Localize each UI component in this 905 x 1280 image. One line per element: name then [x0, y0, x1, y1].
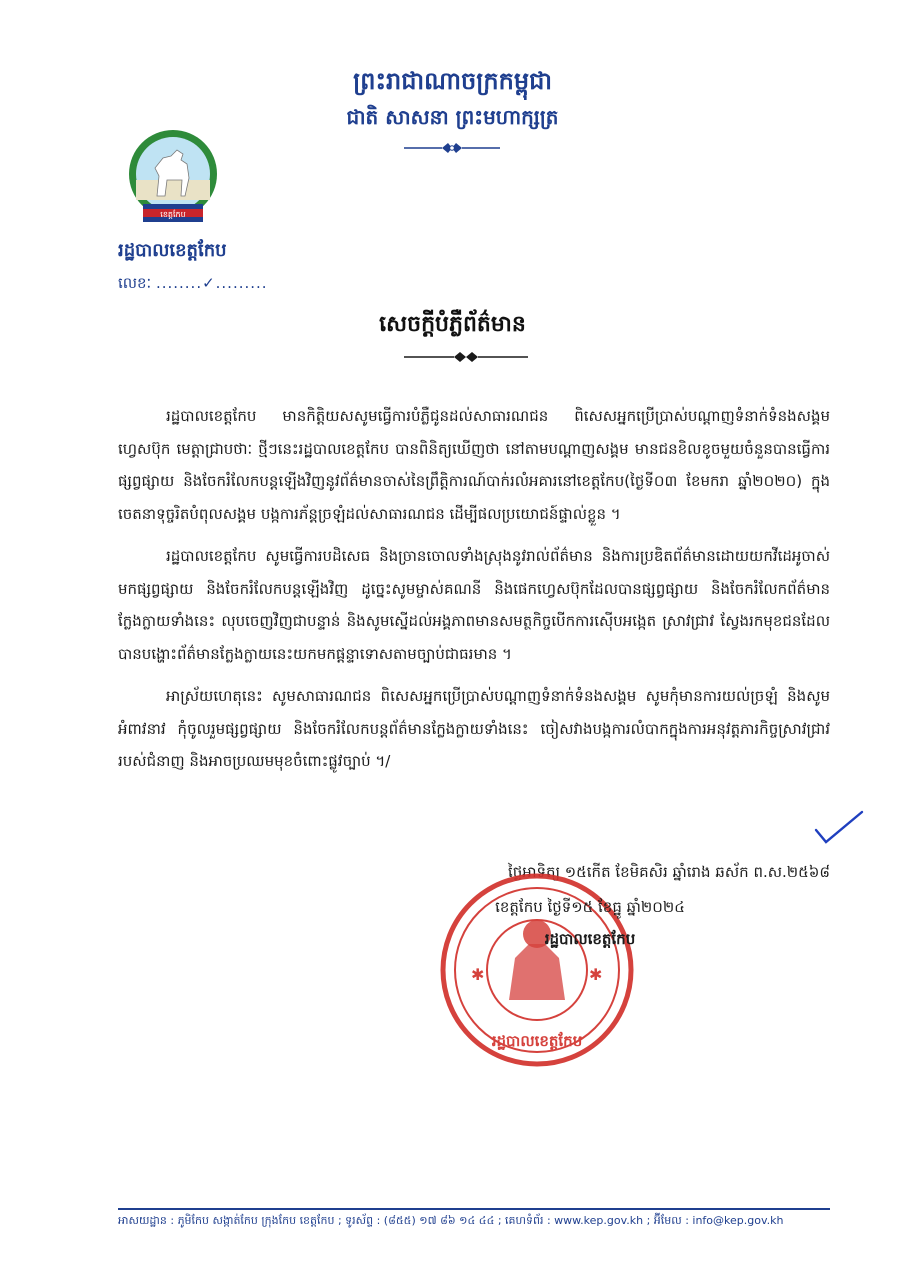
- motto-ornament: [402, 141, 502, 155]
- handwritten-tick: [808, 808, 868, 848]
- kep-province-logo: [127, 128, 219, 230]
- document-body: [118, 400, 830, 788]
- solar-date: ខេត្តកែប ថ្ងៃទី១៥ ខែធ្នូ ឆ្នាំ២០២៤: [495, 898, 685, 916]
- paragraph-3: អាស្រ័យហេតុនេះ សូមសាធារណជន ពិសេសអ្នកប្រើប្រាស់បណ្ដាញទំនាក់ទំនងសង្គម សូមកុំមានការយល់ច្រឡំ និងសូមអំពាវនាវ កុំចូលរួមផ្សព្វផ្សាយ និងចែករំលែកបន្តព័ត៌មានក្លែងក្លាយទាំងនេះ ចៀសវាងបង្កការលំបាកក្នុងការអនុវត្តភារកិច្ចស្រាវជ្រាវរបស់ជំនាញ និងអាចប្រឈមមុខចំពោះផ្លូវច្បាប់ ។/: [118, 687, 830, 770]
- sender-name: រដ្ឋបាលខេត្តកែប: [118, 240, 227, 261]
- kingdom-title: ព្រះរាជាណាចក្រកម្ពុជា: [353, 67, 552, 95]
- number-value: ........✓.........: [155, 274, 268, 292]
- footer-divider: [118, 1208, 830, 1210]
- paragraph-1: រដ្ឋបាលខេត្តកែប មានកិត្តិយសសូមធ្វើការបំភ្លឺជូនដល់សាធារណជន ពិសេសអ្នកប្រើប្រាស់បណ្ដាញទំនាក់ទំនងសង្គមហ្វេសប៊ុក មេត្តាជ្រាបថាៈ ថ្មីៗនេះរដ្ឋបាលខេត្តកែប បានពិនិត្យឃើញថា នៅតាមបណ្ដាញសង្គម មានជនខិលខូចមួយចំនួនបានធ្វើការផ្សព្វផ្សាយ និងចែករំលែកបន្តឡើងវិញនូវព័ត៌មានចាស់នៃព្រឹត្តិការណ៍បាក់រលំអគារនៅខេត្តកែប(ថ្ងៃទី០៣ ខែមករា ឆ្នាំ២០២០) ក្នុងចេតនាទុច្ចរិតបំពុលសង្គម បង្កការភ័ន្តច្រឡំដល់សាធារណជន ដើម្បីផលប្រយោជន៍ផ្ទាល់ខ្លួន ។: [118, 407, 830, 523]
- title-ornament: [402, 350, 530, 364]
- page-title: សេចក្ដីបំភ្លឺព័ត៌មាន: [379, 312, 526, 337]
- national-motto: ជាតិ សាសនា ព្រះមហាក្សត្រ: [346, 105, 559, 129]
- seal-text: រដ្ឋបាលខេត្តកែប: [491, 1032, 583, 1050]
- signature-org: រដ្ឋបាលខេត្តកែប: [544, 930, 636, 948]
- footer-contact: អាសយដ្ឋាន : ភូមិកែប សង្កាត់កែប ក្រុងកែប ខេត្តកែប ; ទូរស័ព្ទ : (៨៥៥) ១៧ ៨៦ ១៤ ៤៤ ; គេហទំព័រ : www.kep.gov.kh ; អ៊ីមែល : info@kep.gov.kh: [118, 1214, 784, 1227]
- document-number: [118, 274, 268, 296]
- number-label: លេខៈ: [118, 274, 152, 292]
- svg-text:✱: ✱: [589, 965, 603, 984]
- lunar-date: ថ្ងៃអាទិត្យ ១៥កើត ខែមិគសិរ ឆ្នាំរោង ឆស័ក ព.ស.២៥៦៨: [507, 863, 830, 881]
- logo-label: ខេត្តកែប: [160, 210, 186, 219]
- paragraph-2: រដ្ឋបាលខេត្តកែប សូមធ្វើការបដិសេធ និងច្រានចោលទាំងស្រុងនូវរាល់ព័ត៌មាន និងការប្រឌិតព័ត៌មានដោយយកវីដេអូចាស់ មកផ្សព្វផ្សាយ និងចែករំលែកបន្តឡើងវិញ ដូច្នេះសូមម្ចាស់គណនី និងផេកហ្វេសប៊ុកដែលបានផ្សព្វផ្សាយ និងចែករំលែកព័ត៌មានក្លែងក្លាយទាំងនេះ លុបចេញវិញជាបន្ទាន់ និងសូមស្នើដល់អង្គភាពមានសមត្ថកិច្ចបើកការស៊ើបអង្កេត ស្រាវជ្រាវ ស្វែងរកមុខជនដែលបានបង្ហោះព័ត៌មានក្លែងក្លាយនេះយកមកផ្ដន្ទាទោសតាមច្បាប់ជាធរមាន ។: [118, 547, 830, 663]
- svg-text:✱: ✱: [471, 965, 485, 984]
